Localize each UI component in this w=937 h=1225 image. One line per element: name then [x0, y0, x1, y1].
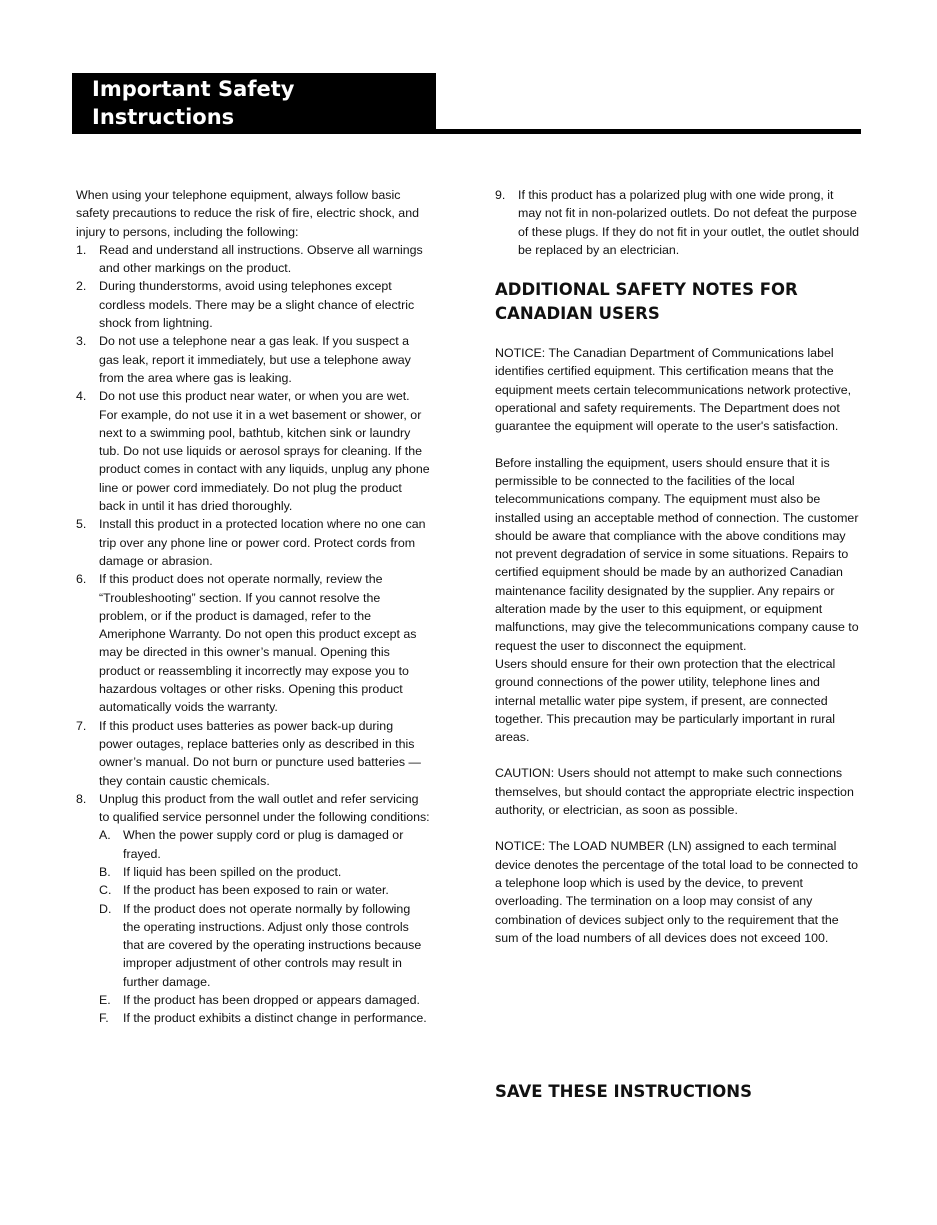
subitem-letter: D. [99, 901, 112, 916]
section-title-line2: Instructions [92, 105, 235, 129]
item-number: 7. [76, 718, 87, 733]
item-text: During thunderstorms, avoid using telephones except cordless models. There may be a slight chance of electric shock from lightning. [99, 279, 415, 331]
item-number: 5. [76, 517, 87, 532]
subitem-letter: B. [99, 864, 111, 879]
subitem-letter: F. [99, 1011, 109, 1026]
item-number: 1. [76, 242, 87, 257]
item-text: Read and understand all instructions. Observe all warnings and other markings on the product. [99, 242, 423, 276]
item-text: Install this product in a protected location where no one can trip over any phone line or power cord. Protect cords from damage or abrasion. [99, 517, 426, 568]
sublist-item [99, 991, 430, 1009]
list-item [76, 790, 430, 1028]
spacer [495, 819, 859, 837]
caution-paragraph: CAUTION: Users should not attempt to make such connections themselves, but should contact the appropriate electric inspection authority, or electrician, as soon as possible. [495, 766, 854, 818]
list-item [76, 570, 430, 716]
subitem-text: If liquid has been spilled on the product. [123, 864, 342, 879]
item-number: 8. [76, 791, 87, 806]
list-item [76, 277, 430, 332]
save-instructions-heading: SAVE THESE INSTRUCTIONS [495, 1082, 752, 1101]
item-text: Do not use this product near water, or when you are wet. For example, do not use it in a wet basement or shower, or next to a swimming pool, bathtub, kitchen sink or laundry tub. Do not use liquids or aerosol sprays for cleaning. If the product comes in contact with any liquids, unplug any phone line or power cord immediately. Do not plug the product back in until it has dried thoroughly. [99, 389, 430, 514]
sublist-item [99, 881, 430, 899]
right-column [495, 186, 859, 947]
item-number: 9. [495, 188, 506, 202]
canadian-notes-heading: ADDITIONAL SAFETY NOTES FOR CANADIAN USERS [495, 280, 798, 324]
subitem-letter: A. [99, 828, 111, 843]
subitem-letter: C. [99, 883, 112, 898]
sublist-item [99, 826, 430, 863]
item-number: 2. [76, 279, 87, 294]
section-title-bar [72, 73, 436, 134]
condition-sublist [99, 826, 430, 1027]
list-item [76, 515, 430, 570]
intro-paragraph: When using your telephone equipment, always follow basic safety precautions to reduce the risk of fire, electric shock, and injury to persons, including the following: [76, 188, 419, 239]
notice-certification-paragraph: NOTICE: The Canadian Department of Communications label identifies certified equipment. This certification means that the equipment meets certain telecommunications network protective, operational and safety requirements. The Department does not guarantee the equipment will operate to the user's satisfaction. [495, 346, 852, 434]
header-rule [72, 129, 861, 134]
load-number-paragraph: NOTICE: The LOAD NUMBER (LN) assigned to each terminal device denotes the percentage of the total load to be connected to a telephone loop which is used by the device, to prevent overloading. The termination on a loop may consist of any combination of devices subject only to the requirement that the sum of the load numbers of all devices does not exceed 100. [495, 839, 859, 945]
spacer [495, 326, 859, 344]
list-item [76, 241, 430, 278]
item-text: If this product has a polarized plug with one wide prong, it may not fit in non-polarized outlets. Do not defeat the purpose of these plugs. If they do not fit in your outlet, the outlet should be replaced by an electrician. [518, 188, 859, 257]
subitem-text: If the product does not operate normally by following the operating instructions. Adjust only those controls that are covered by the operating instructions because improper adjustment of other controls may result in further damage. [123, 901, 422, 989]
sublist-item [99, 900, 430, 991]
sublist-item [99, 1009, 430, 1027]
sublist-item [99, 863, 430, 881]
item-text: Do not use a telephone near a gas leak. If you suspect a gas leak, report it immediately, but use a telephone away from the area where gas is leaking. [99, 334, 411, 385]
list-item [76, 717, 430, 790]
item-number: 6. [76, 572, 87, 587]
subitem-letter: E. [99, 993, 111, 1008]
grounding-paragraph: Users should ensure for their own protection that the electrical ground connections of the power utility, telephone lines and internal metallic water pipe system, if present, are connected together. This precaution may be particularly important in rural areas. [495, 656, 836, 745]
spacer [495, 436, 859, 454]
subitem-text: When the power supply cord or plug is damaged or frayed. [123, 828, 404, 861]
spacer [495, 746, 859, 764]
left-column [76, 186, 430, 1028]
subitem-text: If the product has been dropped or appears damaged. [123, 993, 420, 1008]
item-text: If this product does not operate normally, review the “Troubleshooting” section. If you cannot resolve the problem, or if the product is damaged, refer to the Ameriphone Warranty. Do not open this product except as may be directed in this owner’s manual. Opening this product or reassembling it incorrectly may expose you to hazardous voltages or other risks. Opening this product automatically voids the warranty. [99, 572, 417, 715]
list-item [495, 186, 859, 259]
item-number: 4. [76, 389, 87, 404]
item-text: Unplug this product from the wall outlet and refer servicing to qualified service personnel under the following conditions: [99, 791, 430, 825]
section-title-line1: Important Safety [92, 77, 295, 101]
subitem-text: If the product exhibits a distinct change in performance. [123, 1011, 427, 1026]
installation-paragraph: Before installing the equipment, users should ensure that it is permissible to be connected to the facilities of the local telecommunications company. The equipment must also be installed using an acceptable method of connection. The customer should be aware that compliance with the above conditions may not prevent degradation of service in some situations. Repairs to certified equipment should be made by an authorized Canadian maintenance facility designated by the supplier. Any repairs or alteration made by the user to this equipment, or equipment malfunctions, may give the telecommunications company cause to request the user to disconnect the equipment. [495, 455, 859, 653]
list-item [76, 387, 430, 515]
list-item [76, 332, 430, 387]
safety-list-continued [495, 186, 859, 259]
subitem-text: If the product has been exposed to rain or water. [123, 883, 389, 898]
safety-list [76, 241, 430, 1028]
item-text: If this product uses batteries as power back-up during power outages, replace batteries only as described in this owner’s manual. Do not burn or puncture used batteries — they contain caustic chemicals. [99, 718, 421, 788]
item-number: 3. [76, 334, 87, 349]
